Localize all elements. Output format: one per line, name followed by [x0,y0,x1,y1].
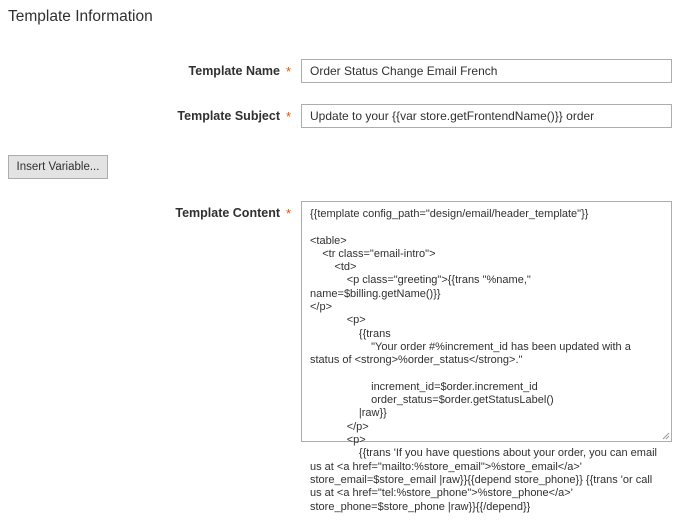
template-content-label: Template Content [175,206,280,220]
template-content-required-mark: * [286,206,292,221]
insert-variable-button[interactable]: Insert Variable... [8,155,108,179]
template-subject-required-mark: * [286,109,292,124]
template-content-textarea[interactable] [301,201,672,513]
template-subject-label: Template Subject [177,109,280,123]
template-name-required-mark: * [286,64,292,79]
section-title: Template Information [8,8,153,25]
template-content-text[interactable]: {{template config_path="design/email/header_template"}} <table> <tr class="email-intro"> <td> <p class="greeting">{{trans "%name," name=$billing.getName()}} </p> <p> {{trans "Your order #%increment_id has been updated with a status of <strong>%order_status</strong>." increment_id=$order.increment_id order_status=$order.getStatusLabel() |raw}} </p> <p> {{trans 'If you have questions about your order, you can email us at <a href="mailto:%store_email">%store_email</a>' store_email=$store_email |raw}}{{depend store_phone}} {{trans 'or call us at <a href="tel:%store_phone">%store_phone</a>' store_phone=$store_phone |raw}}{{/depend}} [310,208,657,513]
template-name-input[interactable] [301,59,672,83]
resize-handle-icon[interactable] [662,432,670,440]
template-subject-input[interactable] [301,104,672,128]
template-name-label: Template Name [188,64,280,78]
